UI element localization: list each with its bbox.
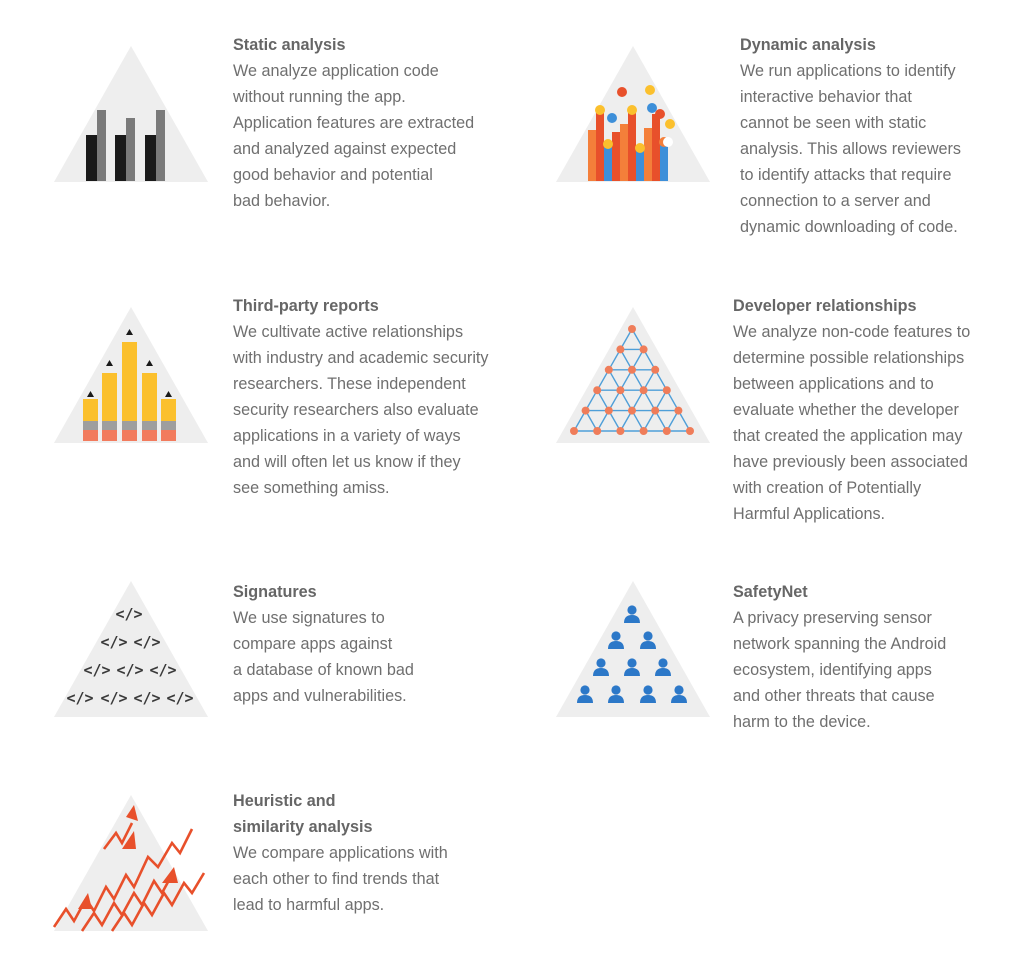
network-node [616,386,624,394]
code-tags-icon [52,579,210,719]
code-tag-icon: </> [83,661,111,679]
network-node [593,386,601,394]
network-node [674,407,682,415]
network-node [640,345,648,353]
network-triangle-icon [554,305,712,445]
feature-description: A privacy preserving sensor network spanning the Android ecosystem, identifying apps and other threats that cause harm to the device. [733,609,947,731]
network-node [663,386,671,394]
network-node [640,427,648,435]
network-node [616,345,624,353]
feature-description: We compare applications with each other to find trends that lead to harmful apps. [233,844,448,914]
code-tag-icon: </> [66,689,94,707]
feature-title: SafetyNet [733,583,808,601]
feature-title: Developer relationships [733,297,917,315]
network-node [686,427,694,435]
bubble-bars-icon [554,44,712,184]
code-tag-icon: </> [149,661,177,679]
network-node [663,427,671,435]
network-node [605,407,613,415]
network-node [593,427,601,435]
pencil-bars-icon [52,305,210,445]
feature-title: Third-party reports [233,297,379,315]
network-node [582,407,590,415]
feature-title: Signatures [233,583,317,601]
feature-description: We analyze application code without running the app. Application features are extracted and analyzed against expected good behavior and potential bad behavior. [233,62,475,210]
feature-description: We use signatures to compare apps against a database of known bad apps and vulnerabilities. [233,609,414,705]
code-tag-icon: </> [100,633,128,651]
trend-arrows-icon [52,793,210,933]
network-node [628,366,636,374]
feature-title: Dynamic analysis [740,36,876,54]
code-tag-icon: </> [133,689,161,707]
network-node [628,407,636,415]
network-node [651,407,659,415]
code-tag-icon: </> [166,689,194,707]
bar-chart-icon [52,44,210,184]
network-node [616,427,624,435]
network-node [628,325,636,333]
code-tag-icon: </> [116,661,144,679]
network-node [570,427,578,435]
network-node [605,366,613,374]
feature-title: Heuristic and similarity analysis [233,792,373,836]
network-node [651,366,659,374]
code-tag-icon: </> [133,633,161,651]
feature-description: We analyze non-code features to determine possible relationships between applications and to evaluate whether the developer that created the application may have previously been associated with creation of Potentially Harmful Applications. [733,323,971,523]
feature-description: We cultivate active relationships with industry and academic security researchers. These independent security researchers also evaluate applications in a variety of ways and will often let us know if they see something amiss. [233,323,489,497]
feature-title: Static analysis [233,36,346,54]
people-icon [554,579,712,719]
feature-description: We run applications to identify interactive behavior that cannot be seen with static analysis. This allows reviewers to identify attacks that require connection to a server and dynamic downloading of code. [740,62,962,236]
network-node [640,386,648,394]
code-tag-icon: </> [115,605,143,623]
code-tag-icon: </> [100,689,128,707]
